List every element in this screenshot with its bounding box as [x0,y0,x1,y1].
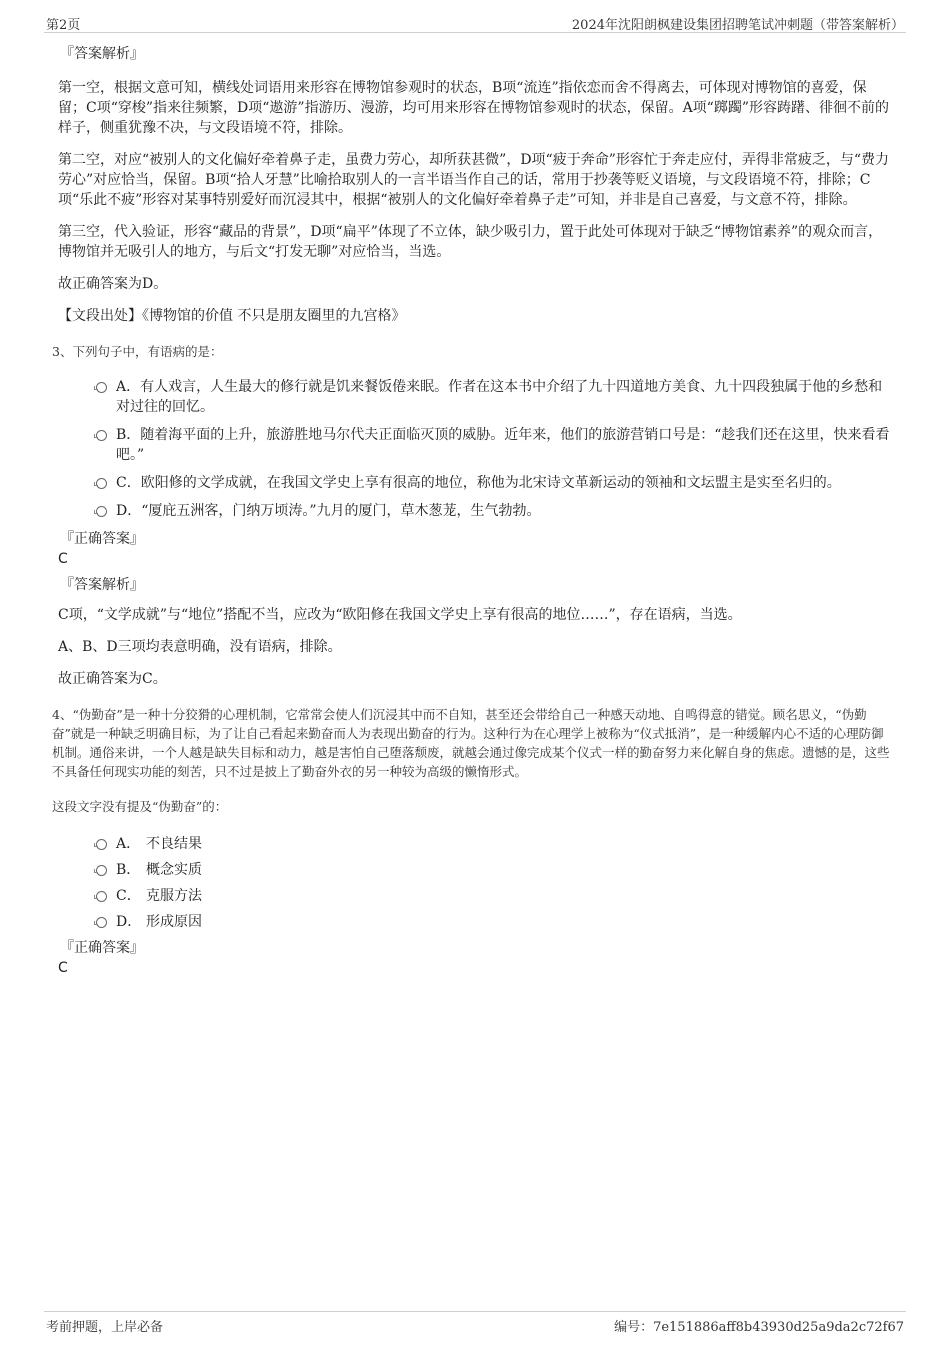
radio-icon[interactable] [96,478,107,489]
page-number: 第2页 [46,18,81,33]
question-3-analysis-1: C项，“文学成就”与“地位”搭配不当，应改为“欧阳修在我国文学史上享有很高的地位……”，存在语病，当选。 [58,607,742,623]
radio-icon[interactable] [96,430,107,441]
option-text: B．随着海平面的上升，旅游胜地马尔代夫正面临灭顶的威胁。近年来，他们的旅游营销口号是：“趁我们还在这里，快来看看吧。” [116,427,890,463]
question-4-option-b[interactable] [96,860,894,880]
analysis-conclusion: 故正确答案为D。 [58,276,168,292]
footer-slogan: 考前押题，上岸必备 [46,1320,164,1335]
question-4-option-a[interactable] [96,834,894,854]
question-4-answer-label: 『正确答案』 [60,940,144,956]
analysis-paragraph-3: 第三空，代入验证，形容“藏品的背景”，D项“扁平”体现了不立体，缺少吸引力，置于此处可体现对于缺乏“博物馆素养”的观众而言，博物馆并无吸引人的地方，与后文“打发无聊”对应恰当，当选。 [58,224,883,260]
radio-icon[interactable] [96,839,107,850]
page-footer [44,1311,906,1334]
radio-icon[interactable] [96,917,107,928]
option-text: 克服方法 [146,888,202,904]
question-4-options [96,834,894,932]
question-4-sub-stem: 这段文字没有提及“伪勤奋”的： [52,799,228,814]
question-4-option-d[interactable] [96,912,894,932]
question-3-option-c[interactable] [96,473,894,493]
question-3-analysis-3: 故正确答案为C。 [58,671,167,687]
question-3-stem: 3、下列句子中，有语病的是： [52,344,223,359]
question-4-stem: 4、“伪勤奋”是一种十分狡猾的心理机制，它常常会使人们沉浸其中而不自知，甚至还会带给自己一种感天动地、自鸣得意的错觉。顾名思义，“伪勤奋”就是一种缺乏明确目标，为了让自己看起来勤奋而人为表现出勤奋的行为。这种行为在心理学上被称为“仪式抵消”，是一种缓解内心不适的心理防御机制。通俗来讲，一个人越是缺失目标和动力，越是害怕自己堕落颓废，就越会通过像完成某个仪式一样的勤奋努力来化解自身的焦虑。遗憾的是，这些不具备任何现实功能的刻苦，只不过是披上了勤奋外衣的另一种较为高级的懒惰形式。 [52,707,890,779]
option-text: C．欧阳修的文学成就，在我国文学史上享有很高的地位，称他为北宋诗文革新运动的领袖和文坛盟主是实至名归的。 [116,475,841,491]
question-4-answer: C [58,960,68,976]
option-text: A．有人戏言，人生最大的修行就是饥来餐饭倦来眠。作者在这本书中介绍了九十四道地方美食、九十四段独属于他的乡愁和对过往的回忆。 [116,379,883,415]
option-text: D．“厦庇五洲客，门纳万顷涛。”九月的厦门，草木葱茏，生气勃勃。 [116,503,541,519]
radio-icon[interactable] [96,865,107,876]
question-3-option-b[interactable] [96,425,894,465]
option-letter: D． [116,914,142,930]
question-3-analysis-label: 『答案解析』 [60,577,144,593]
option-letter: B． [116,862,141,878]
analysis-paragraph-2: 第二空，对应“被别人的文化偏好牵着鼻子走，虽费力劳心，却所获甚微”，D项“疲于奔命”形容忙于奔走应付，弄得非常疲乏，与“费力劳心”对应恰当，保留。B项“拾人牙慧”比喻拾取别人的一言半语当作自己的话，常用于抄袭等贬义语境，与文段语境不符，排除；C项“乐此不疲”形容对某事特别爱好而沉浸其中，根据“被别人的文化偏好牵着鼻子走”可知，并非是自己喜爱，与文意不符，排除。 [58,152,890,208]
document-id: 编号：7e151886aff8b43930d25a9da2c72f67 [614,1320,904,1335]
radio-icon[interactable] [96,891,107,902]
radio-icon[interactable] [96,506,107,517]
question-4-option-c[interactable] [96,886,894,906]
option-letter: C． [116,888,141,904]
option-text: 形成原因 [146,914,202,930]
radio-icon[interactable] [96,382,107,393]
question-3-option-d[interactable] [96,501,894,521]
option-text: 概念实质 [146,862,202,878]
analysis-paragraph-1: 第一空，根据文意可知，横线处词语用来形容在博物馆参观时的状态，B项“流连”指依恋而舍不得离去，可体现对博物馆的喜爱，保留；C项“穿梭”指来往频繁，D项“遨游”指游历、漫游，均可用来形容在博物馆参观时的状态，保留。A项“踯躅”形容踌躇、徘徊不前的样子，侧重犹豫不决，与文段语境不符，排除。 [58,80,889,136]
analysis-label: 『答案解析』 [60,46,144,62]
page-content [52,44,894,978]
option-text: 不良结果 [146,836,202,852]
question-3-option-a[interactable] [96,377,894,417]
document-title: 2024年沈阳朗枫建设集团招聘笔试冲刺题（带答案解析） [571,18,904,33]
question-3-analysis-2: A、B、D三项均表意明确，没有语病，排除。 [58,639,342,655]
passage-source: 【文段出处】《博物馆的价值 不只是朋友圈里的九宫格》 [58,308,406,324]
page-header [44,12,906,33]
question-3-answer: C [58,551,68,567]
option-letter: A． [116,836,141,852]
question-3-options [96,377,894,521]
question-3-answer-label: 『正确答案』 [60,531,144,547]
